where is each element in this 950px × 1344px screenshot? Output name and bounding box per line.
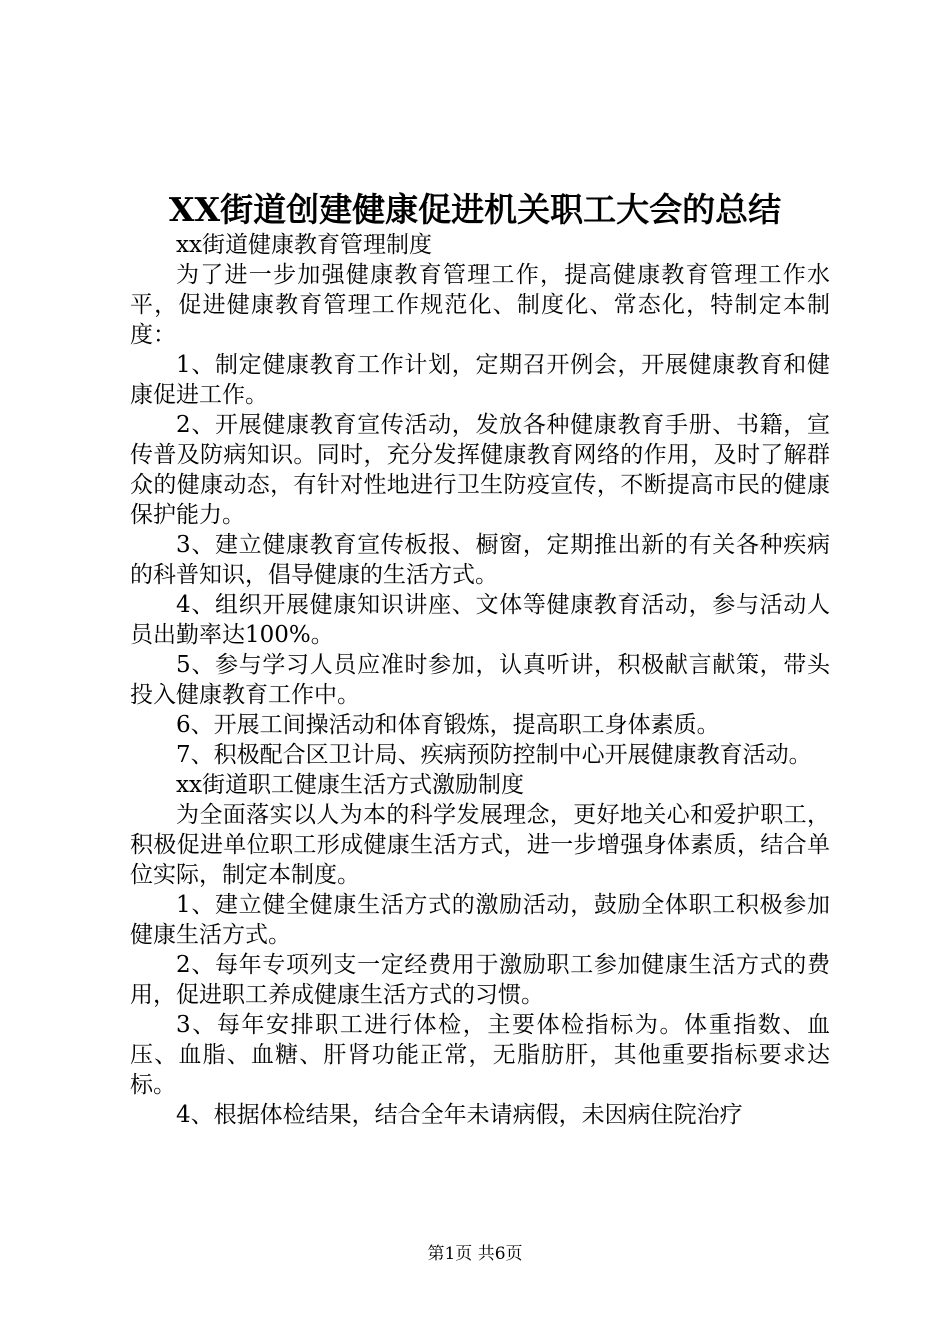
paragraph: 1、建立健全健康生活方式的激励活动，鼓励全体职工积极参加健康生活方式。 bbox=[130, 892, 830, 948]
paragraph: 3、每年安排职工进行体检，主要体检指标为。体重指数、血压、血脂、血糖、肝肾功能正常，无脂肪肝，其他重要指标要求达标。 bbox=[130, 1012, 830, 1098]
paragraph: 5、参与学习人员应准时参加，认真听讲，积极献言献策，带头投入健康教育工作中。 bbox=[130, 652, 830, 708]
paragraph: 1、制定健康教育工作计划，定期召开例会，开展健康教育和健康促进工作。 bbox=[130, 352, 830, 408]
paragraph: 2、每年专项列支一定经费用于激励职工参加健康生活方式的费用，促进职工养成健康生活方式的习惯。 bbox=[130, 952, 830, 1008]
paragraph: 3、建立健康教育宣传板报、橱窗，定期推出新的有关各种疾病的科普知识，倡导健康的生活方式。 bbox=[130, 532, 830, 588]
paragraph: 为全面落实以人为本的科学发展理念，更好地关心和爱护职工，积极促进单位职工形成健康生活方式，进一步增强身体素质，结合单位实际，制定本制度。 bbox=[130, 802, 830, 888]
section-heading: xx街道职工健康生活方式激励制度 bbox=[176, 772, 524, 798]
paragraph: 2、开展健康教育宣传活动，发放各种健康教育手册、书籍，宣传普及防病知识。同时，充分发挥健康教育网络的作用，及时了解群众的健康动态，有针对性地进行卫生防疫宣传，不断提高市民的健康保护能力。 bbox=[130, 412, 830, 528]
paragraph: 4、根据体检结果，结合全年未请病假，未因病住院治疗 bbox=[176, 1102, 743, 1128]
paragraph: 7、积极配合区卫计局、疾病预防控制中心开展健康教育活动。 bbox=[176, 742, 812, 768]
document-title: XX街道创建健康促进机关职工大会的总结 bbox=[168, 190, 782, 229]
paragraph: 4、组织开展健康知识讲座、文体等健康教育活动，参与活动人员出勤率达100%。 bbox=[130, 592, 830, 648]
paragraph: 为了进一步加强健康教育管理工作，提高健康教育管理工作水平，促进健康教育管理工作规范化、制度化、常态化，特制定本制度： bbox=[130, 262, 830, 348]
section-heading: xx街道健康教育管理制度 bbox=[176, 232, 432, 258]
page-footer: 第1页 共6页 bbox=[427, 1244, 523, 1264]
paragraph: 6、开展工间操活动和体育锻炼，提高职工身体素质。 bbox=[176, 712, 720, 738]
document-body bbox=[130, 230, 830, 1130]
